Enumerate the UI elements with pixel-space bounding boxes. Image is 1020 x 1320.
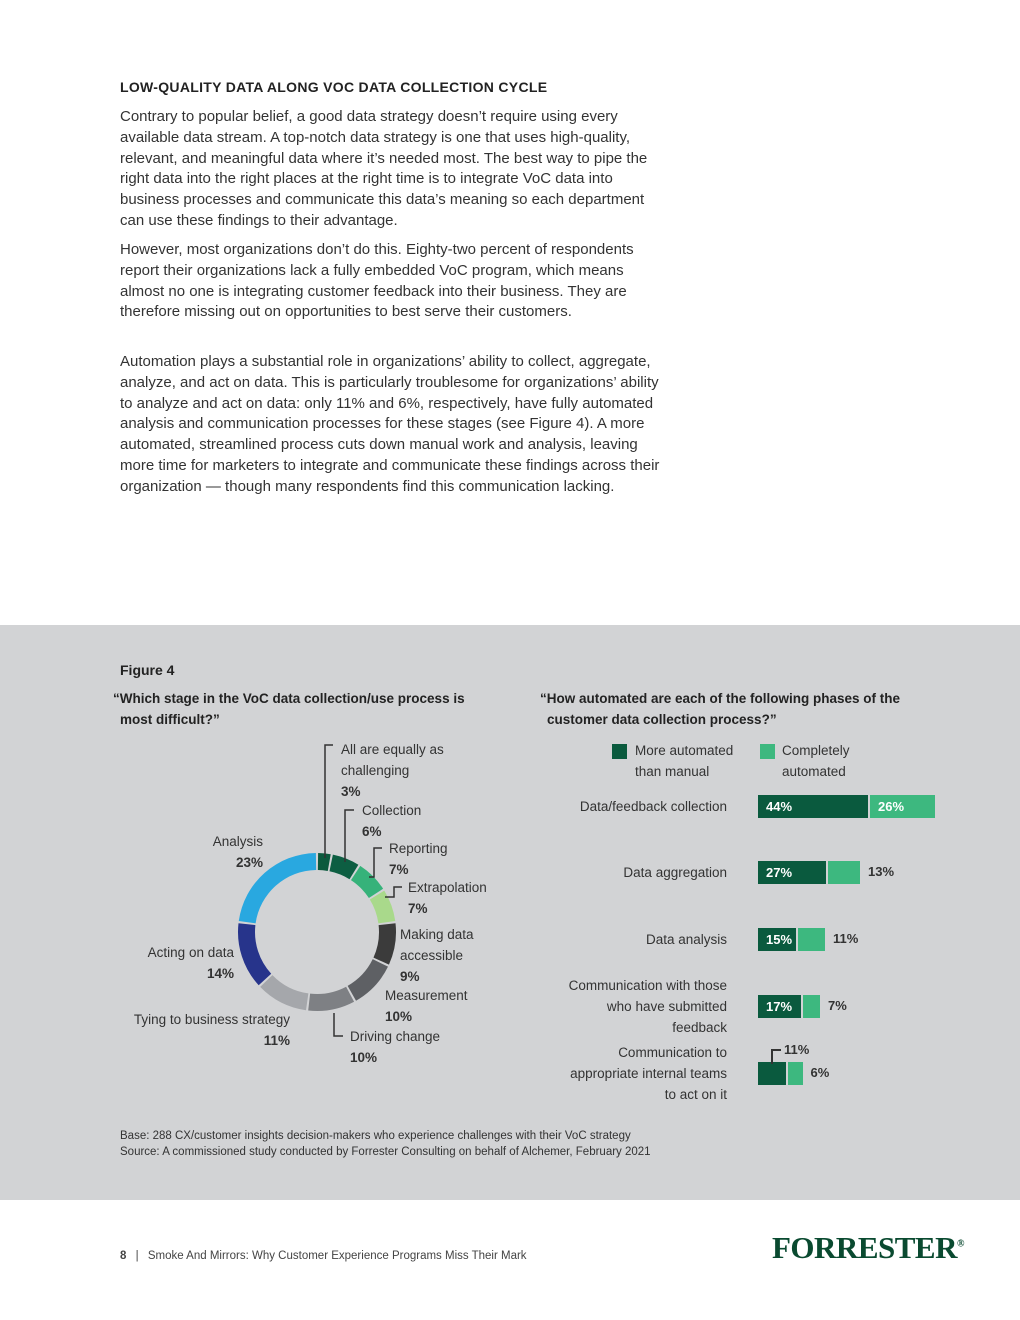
donut-label-measurement: Measurement 10%: [385, 988, 468, 1024]
donut-label-driving-change: Driving change 10%: [350, 1029, 441, 1065]
report-title: Smoke And Mirrors: Why Customer Experience Programs Miss Their Mark: [147, 1250, 527, 1262]
bar-completely-automated: [828, 861, 861, 884]
donut-slice-measurement: [348, 959, 388, 1001]
bar-value-label: 11%: [784, 1042, 810, 1057]
bar-value-label: 13%: [868, 864, 895, 879]
section-heading: LOW-QUALITY DATA ALONG VOC DATA COLLECTION CYCLE: [120, 79, 548, 95]
page-footer: [120, 1250, 527, 1262]
bar-completely-automated: [798, 928, 826, 951]
donut-chart-question: “Which stage in the VoC data collection/use process is most difficult?”: [113, 691, 465, 727]
legend-label-completely-automated: Completely automated: [782, 743, 850, 779]
donut-slice-making-data-accessible: [373, 923, 396, 964]
bar-chart-question: “How automated are each of the following phases of the customer data collection process?”: [540, 691, 901, 727]
paragraph-2: However, most organizations don’t do this. Eighty-two percent of respondents report their organizations lack a fully embedded VoC program, which means almost no one is integrating customer feedback into their business. They are therefore missing out on opportunities to best serve their customers.: [120, 241, 634, 321]
forrester-logo: FORRESTER®: [772, 1230, 964, 1265]
donut-label-tying-to-business-strategy: Tying to business strategy 11%: [133, 1012, 290, 1048]
bar-row-label-communication-feedback: Communication with those who have submitted feedback: [568, 978, 727, 1035]
bar-more-automated: [758, 1062, 786, 1085]
figure-source-note: Source: A commissioned study conducted by Forrester Consulting on behalf of Alchemer, February 2021: [120, 1146, 651, 1158]
donut-leader-line: [334, 1013, 343, 1036]
bar-value-label: 7%: [828, 998, 847, 1013]
donut-slice-driving-change: [308, 987, 354, 1011]
donut-label-analysis: Analysis 23%: [212, 834, 263, 870]
bar-row-label-collection: Data/feedback collection: [579, 799, 727, 814]
donut-slice-acting-on-data: [238, 923, 271, 985]
bar-row-label-analysis: Data analysis: [645, 932, 727, 947]
paragraph-1: Contrary to popular belief, a good data strategy doesn’t require using every available data stream. A top-notch data strategy is one that uses high-quality, relevant, and meaningful data where it’s needed most. The best way to pipe the right data into the right places at the right time is to integrate VoC data into business processes and communicate this data’s meaning so each department can use these findings to their advantage.: [120, 108, 648, 229]
donut-label-acting-on-data: Acting on data 14%: [147, 945, 234, 981]
donut-leader-line: [385, 887, 402, 897]
bar-label-leader: [771, 1049, 781, 1064]
bar-value-label: 6%: [810, 1065, 830, 1080]
figure-base-note: Base: 288 CX/customer insights decision-makers who experience challenges with their VoC strategy: [120, 1130, 631, 1142]
donut-label-collection: Collection 6%: [362, 803, 422, 839]
bar-more-automated: 44%: [758, 795, 868, 818]
bar-row-label-aggregation: Data aggregation: [623, 865, 727, 880]
donut-slice-reporting: [351, 866, 383, 898]
paragraph-3: Automation plays a substantial role in organizations’ ability to collect, aggregate, analyze, and act on data. This is particularly troublesome for organizations’ ability to analyze and act on data: only 11% and 6%, respectively, have fully automated analysis and communication processes for these stages (see Figure 4). A more automated, streamlined process cuts down manual work and analysis, leaving more time for marketers to integrate and communicate these findings across their organization — though many respondents find this communication lacking.: [120, 353, 660, 495]
bar-more-automated: 15%: [758, 928, 796, 951]
figure-label: Figure 4: [120, 662, 175, 678]
donut-slice-extrapolation: [370, 891, 395, 924]
bar-row-label-communication-internal: Communication to appropriate internal teams to act on it: [570, 1045, 727, 1102]
donut-label-all-equal: All are equally as challenging 3%: [341, 742, 444, 799]
bar-more-automated: 27%: [758, 861, 826, 884]
donut-label-making-data-accessible: Making data accessible 9%: [400, 927, 474, 984]
donut-leader-line: [369, 848, 382, 877]
bar-more-automated: 17%: [758, 995, 801, 1018]
legend-label-more-automated: More automated than manual: [635, 743, 734, 779]
bar-completely-automated: [803, 995, 821, 1018]
page-number: 8: [120, 1250, 127, 1262]
donut-label-reporting: Reporting 7%: [389, 841, 448, 877]
bar-completely-automated: [788, 1062, 803, 1085]
bar-value-label: 11%: [833, 931, 859, 946]
legend-swatch-completely-automated: [760, 744, 775, 759]
donut-leader-line: [325, 745, 333, 858]
donut-slice-tying-to-business-strategy: [260, 975, 308, 1010]
legend-swatch-more-automated: [612, 744, 627, 759]
footer-separator: |: [135, 1250, 139, 1262]
bar-completely-automated: 26%: [870, 795, 935, 818]
donut-leader-line: [345, 810, 354, 862]
donut-label-extrapolation: Extrapolation 7%: [408, 880, 487, 916]
